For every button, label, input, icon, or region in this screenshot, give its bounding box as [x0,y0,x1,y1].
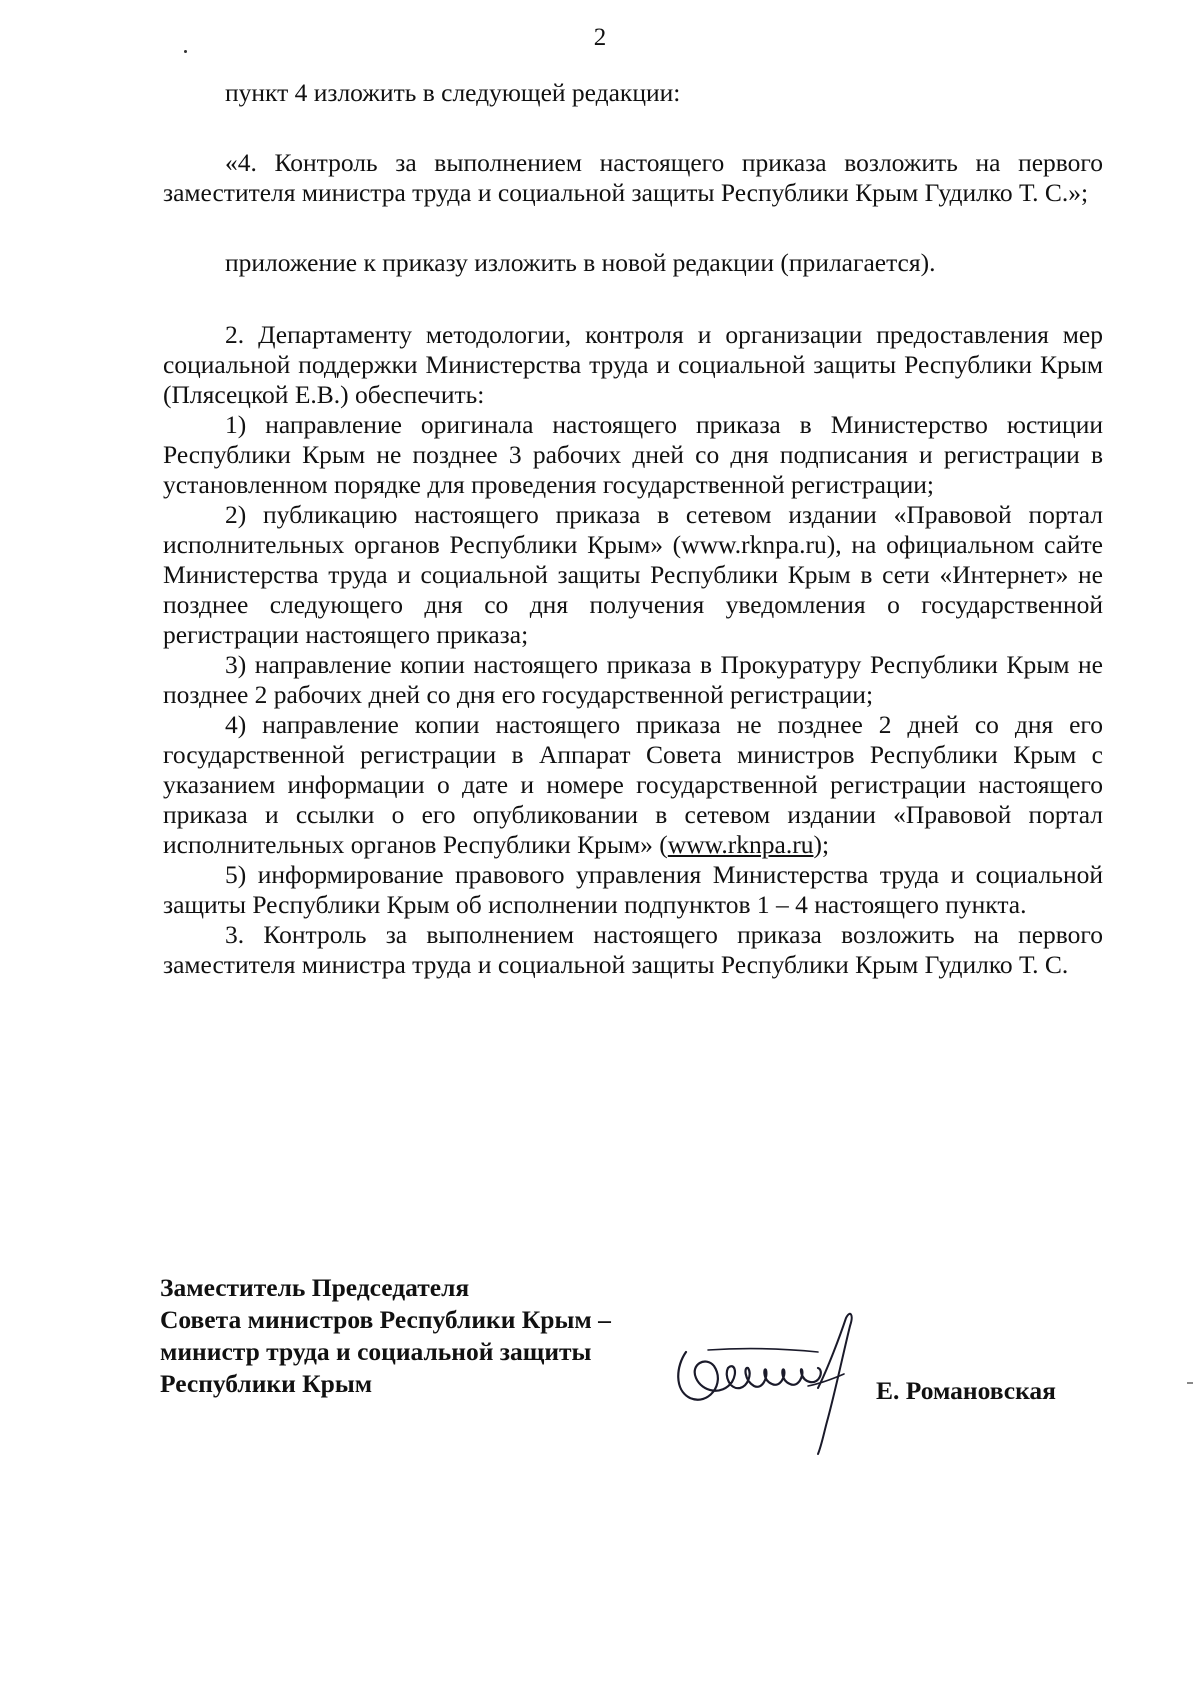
paragraph-item-2: 2. Департаменту методологии, контроля и организации предоставления мер социальной поддержки Министерства труда и социальной защиты Республики Крым (Плясецкой Е.В.) обеспечить: [163,320,1103,409]
signatory-title-line-3: министр труда и социальной защиты [160,1337,592,1366]
subitem-4-end: ); [813,830,830,859]
signatory-title-line-1: Заместитель Председателя [160,1273,470,1302]
paragraph-appendix: приложение к приказу изложить в новой редакции (прилагается). [225,248,936,277]
page-number: 2 [593,24,607,51]
paragraph-item-3: 3. Контроль за выполнением настоящего приказа возложить на первого заместителя министра труда и социальной защиты Республики Крым Гудилко Т. С. [163,920,1103,979]
paragraph-point-4-text: «4. Контроль за выполнением настоящего приказа возложить на первого заместителя министра труда и социальной защиты Республики Крым Гудилко Т. С.»; [163,148,1103,207]
signer-name: Е. Романовская [876,1376,1056,1405]
paragraph-subitem-2: 2) публикацию настоящего приказа в сетевом издании «Правовой портал исполнительных органов Республики Крым» (www.rknpa.ru), на официальном сайте Министерства труда и социальной защиты Республики Крым в сети «Интернет» не позднее следующего дня со дня получения уведомления о государственной регистрации настоящего приказа; [163,500,1103,649]
handwritten-signature [668,1308,898,1458]
scan-artifact-mark [1187,1382,1193,1384]
document-body [163,78,1103,980]
scan-artifact-dot [184,50,187,53]
paragraph-subitem-4 [163,710,1103,860]
signatory-title [160,1272,611,1400]
paragraph-subitem-5: 5) информирование правового управления Министерства труда и социальной защиты Республики Крым об исполнении подпунктов 1 – 4 настоящего пункта. [163,860,1103,919]
signatory-title-line-2: Совета министров Республики Крым – [160,1305,611,1334]
paragraph-subitem-1: 1) направление оригинала настоящего приказа в Министерство юстиции Республики Крым не позднее 3 рабочих дней со дня подписания и регистрации в установленном порядке для проведения государственной регистрации; [163,410,1103,499]
paragraph-amend-point-4: пункт 4 изложить в следующей редакции: [225,78,681,107]
paragraph-subitem-3: 3) направление копии настоящего приказа в Прокуратуру Республики Крым не позднее 2 рабочих дней со дня его государственной регистрации; [163,650,1103,709]
subitem-4-text: 4) направление копии настоящего приказа не позднее 2 дней со дня его государственной регистрации в Аппарат Совета министров Республики Крым с указанием информации о дате и номере государственной регистрации настоящего приказа и ссылки о его опубликовании в сетевом издании «Правовой портал исполнительных органов Республики Крым» ( [163,710,1103,859]
signatory-title-line-4: Республики Крым [160,1369,373,1398]
rknpa-link[interactable]: www.rknpa.ru [667,830,814,859]
